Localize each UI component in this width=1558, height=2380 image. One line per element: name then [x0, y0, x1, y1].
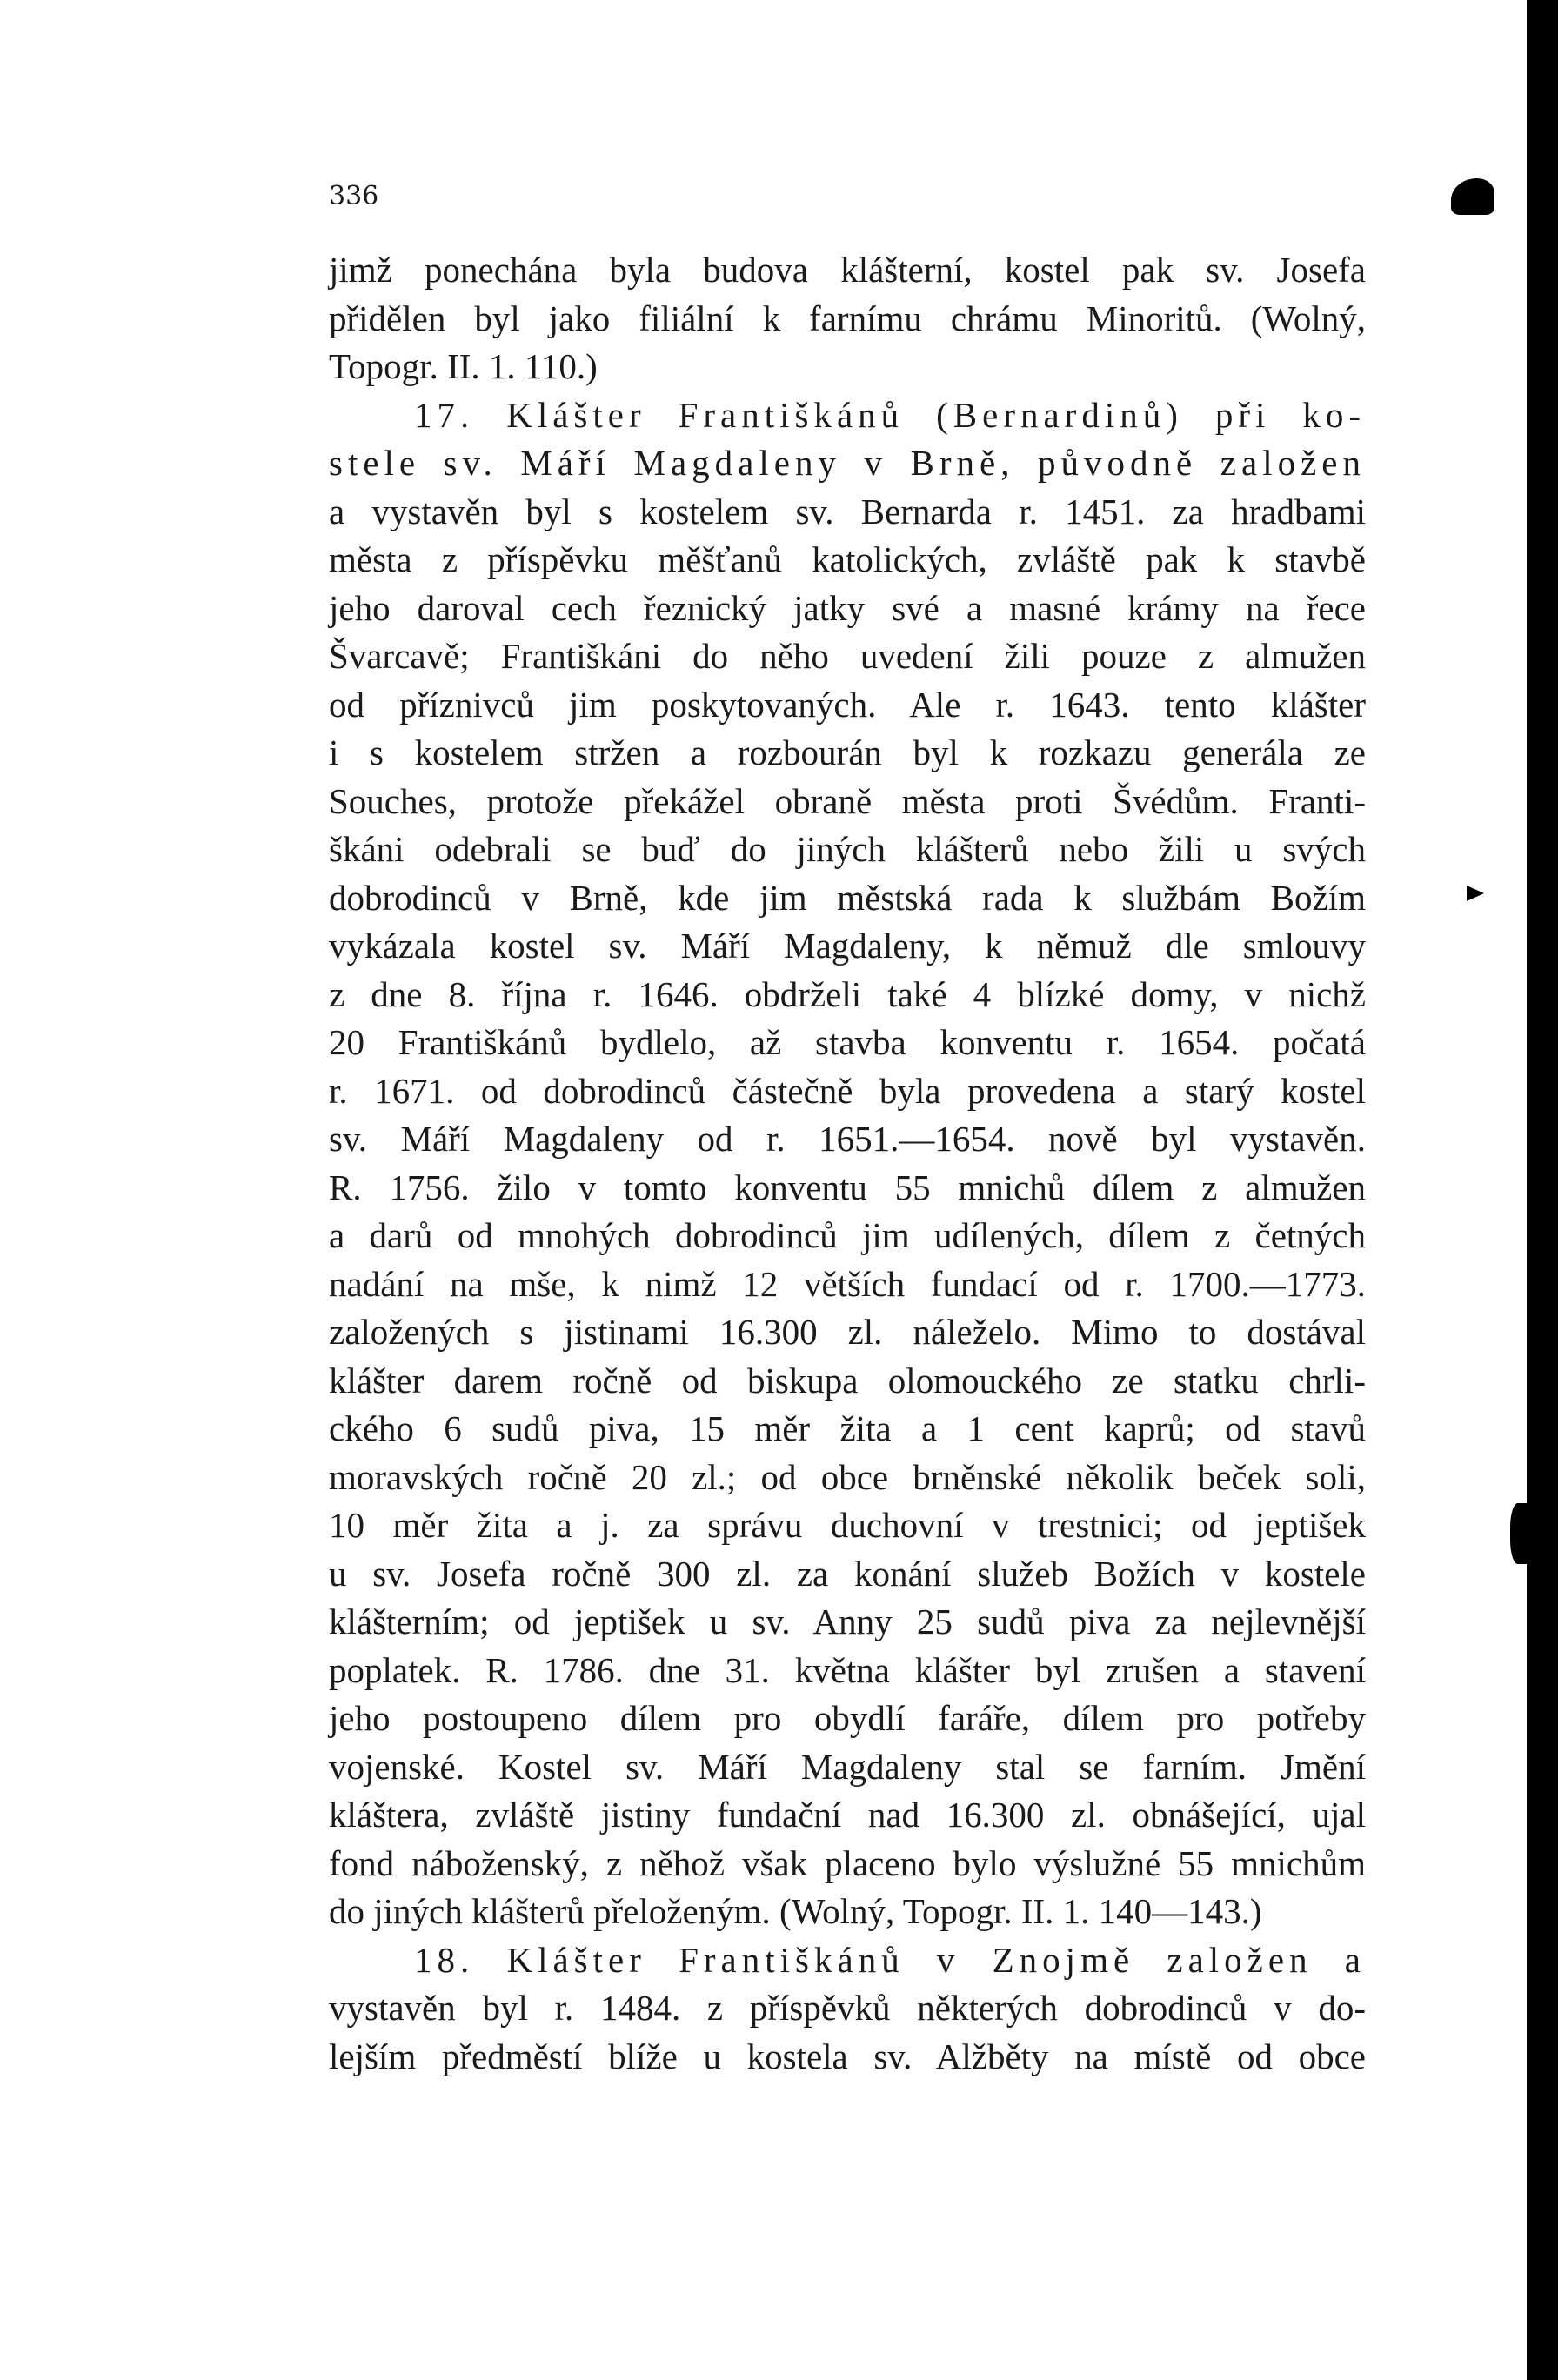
- paragraph-17-heading-line: 17. Klášter Františkánů (Bernardinů) při ko-: [414, 394, 1366, 435]
- text-line: moravských ročně 20 zl.; od obce brněnské několik beček soli,: [329, 1456, 1366, 1497]
- text-line: sv. Máří Magdaleny od r. 1651.—1654. nově byl vystavěn.: [329, 1119, 1366, 1159]
- text-line: dobrodinců v Brně, kde jim městská rada k službám Božím: [329, 877, 1366, 918]
- text-line: poplatek. R. 1786. dne 31. května klášter byl zrušen a stavení: [329, 1649, 1366, 1690]
- text-line: fond náboženský, z něhož však placeno bylo výslužné 55 mnichům: [329, 1842, 1366, 1883]
- text-line: i s kostelem stržen a rozbourán byl k rozkazu generála ze: [329, 732, 1366, 772]
- text-line: škáni odebrali se buď do jiných klášterů nebo žili u svých: [329, 829, 1366, 869]
- text-line: a darů od mnohých dobrodinců jim udílených, dílem z četných: [329, 1215, 1366, 1255]
- paragraph-18-heading-line: 18. Klášter Františkánů v Znojmě založen a: [414, 1939, 1366, 1980]
- text-line: jeho daroval cech řeznický jatky své a masné krámy na řece: [329, 587, 1366, 628]
- text-line: jimž ponechána byla budova klášterní, kostel pak sv. Josefa: [329, 250, 1366, 290]
- body-text: [329, 246, 1366, 2081]
- text-line: z dne 8. října r. 1646. obdrželi také 4 blízké domy, v nichž: [329, 973, 1366, 1014]
- text-line: Topogr. II. 1. 110.): [329, 346, 598, 386]
- text-line: města z příspěvku měšťanů katolických, zvláště pak k stavbě: [329, 539, 1366, 579]
- text-line: 10 měr žita a j. za správu duchovní v trestnici; od jeptišek: [329, 1505, 1366, 1545]
- text-line: založených s jistinami 16.300 zl. náleželo. Mimo to dostával: [329, 1312, 1366, 1352]
- text-line: klášter darem ročně od biskupa olomouckého ze statku chrli-: [329, 1360, 1366, 1401]
- page-number: 336: [329, 181, 379, 211]
- text-line: od příznivců jim poskytovaných. Ale r. 1643. tento klášter: [329, 684, 1366, 725]
- text-line: Švarcavě; Františkáni do něho uvedení žili pouze z almužen: [329, 636, 1366, 676]
- text-line: R. 1756. žilo v tomto konventu 55 mnichů dílem z almužen: [329, 1167, 1366, 1207]
- text-line: kláštera, zvláště jistiny fundační nad 16.300 zl. obnášející, ujal: [329, 1795, 1366, 1835]
- text-line: nadání na mše, k nimž 12 větších fundací od r. 1700.—1773.: [329, 1263, 1366, 1304]
- text-line: vykázala kostel sv. Máří Magdaleny, k němuž dle smlouvy: [329, 926, 1366, 966]
- text-line: jeho postoupeno dílem pro obydlí faráře, dílem pro potřeby: [329, 1698, 1366, 1738]
- text-line: r. 1671. od dobrodinců částečně byla provedena a starý kostel: [329, 1070, 1366, 1111]
- text-line: 20 Františkánů bydlelo, až stavba konventu r. 1654. počatá: [329, 1022, 1366, 1062]
- text-line: vystavěn byl r. 1484. z příspěvků některých dobrodinců v do-: [329, 1988, 1366, 2028]
- text-line: stele sv. Máří Magdaleny v Brně, původně založen: [329, 443, 1366, 483]
- text-line: u sv. Josefa ročně 300 zl. za konání služeb Božích v kostele: [329, 1553, 1366, 1594]
- text-line: do jiných klášterů přeloženým. (Wolný, Topogr. II. 1. 140—143.): [329, 1891, 1262, 1931]
- text-line: vojenské. Kostel sv. Máří Magdaleny stal se farním. Jmění: [329, 1746, 1366, 1787]
- text-line: a vystavěn byl s kostelem sv. Bernarda r. 1451. za hradbami: [329, 491, 1366, 531]
- text-line: lejším předměstí blíže u kostela sv. Alžběty na místě od obce: [329, 2036, 1366, 2076]
- text-line: klášterním; od jeptišek u sv. Anny 25 sudů piva za nejlevnější: [329, 1601, 1366, 1641]
- text-line: přidělen byl jako filiální k farnímu chrámu Minoritů. (Wolný,: [329, 298, 1366, 338]
- scan-border: [1527, 0, 1558, 2380]
- text-line: ckého 6 sudů piva, 15 měr žita a 1 cent kaprů; od stavů: [329, 1408, 1366, 1448]
- text-line: Souches, protože překážel obraně města proti Švédům. Franti-: [329, 780, 1366, 821]
- scan-blot: [1451, 178, 1494, 215]
- scan-arrow-mark: [1467, 886, 1484, 901]
